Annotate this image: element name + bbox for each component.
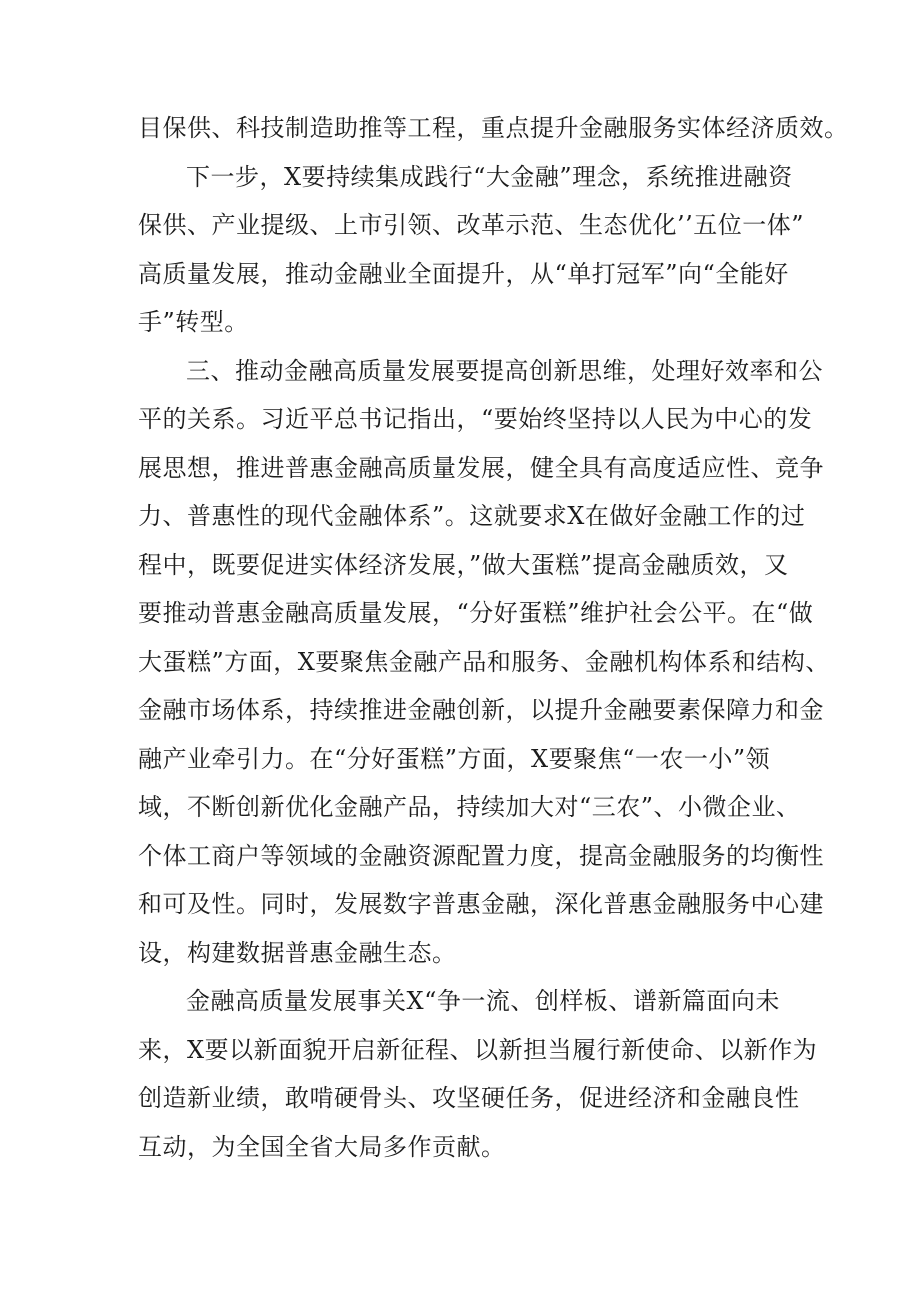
text-line: 保供、产业提级、上市引领、改革示范、生态优化’’五位一体” bbox=[138, 211, 805, 239]
text-line: 创造新业绩，敢啃硬骨头、攻坚硬任务，促进经济和金融良性 bbox=[138, 1084, 800, 1112]
text-line: 大蛋糕”方面，X要聚焦金融产品和服务、金融机构体系和结构、 bbox=[138, 647, 830, 676]
text-line: 目保供、科技制造助推等工程，重点提升金融服务实体经济质效。 bbox=[138, 114, 849, 142]
text-line: 融产业牵引力。在“分好蛋糕”方面，X要聚焦“一农一小”领 bbox=[138, 744, 771, 773]
text-line: 下一步，X要持续集成践行“大金融”理念，系统推进融资 bbox=[186, 162, 793, 191]
paragraph-conclusion bbox=[138, 977, 818, 1171]
section-heading-line: 三、推动金融高质量发展要提高创新思维，处理好效率和公 bbox=[186, 356, 823, 385]
text-line: 设，构建数据普惠金融生态。 bbox=[138, 938, 457, 967]
text-line: 程中，既要促进实体经济发展，”做大蛋糕”提高金融质效，又 bbox=[138, 550, 789, 579]
text-line: 要推动普惠金融高质量发展，“分好蛋糕”维护社会公平。在“做 bbox=[138, 599, 814, 627]
paragraph-next-step bbox=[138, 153, 805, 347]
document-body bbox=[138, 104, 849, 1171]
text-line: 互动，为全国全省大局多作贡献。 bbox=[138, 1132, 506, 1161]
text-line: 力、普惠性的现代金融体系”。这就要求X在做好金融工作的过 bbox=[138, 502, 806, 530]
text-line: 来，X要以新面貌开启新征程、以新担当履行新使命、以新作为 bbox=[138, 1035, 818, 1064]
paragraph-continuation bbox=[138, 104, 849, 153]
text-line: 手”转型。 bbox=[138, 308, 249, 336]
text-line: 高质量发展，推动金融业全面提升，从“单打冠军”向“全能好 bbox=[138, 259, 789, 288]
paragraph-section-three bbox=[138, 347, 830, 978]
text-line: 和可及性。同时，发展数字普惠金融，深化普惠金融服务中心建 bbox=[138, 890, 824, 918]
text-line: 个体工商户等领域的金融资源配置力度，提高金融服务的均衡性 bbox=[138, 841, 824, 870]
text-line: 域，不断创新优化金融产品，持续加大对“三农”、小微企业、 bbox=[138, 793, 801, 821]
text-line: 平的关系。习近平总书记指出，“要始终坚持以人民为中心的发 bbox=[138, 405, 813, 433]
text-line: 展思想，推进普惠金融高质量发展，健全具有高度适应性、竞争 bbox=[138, 453, 824, 482]
text-line: 金融高质量发展事关X“争一流、创样板、谱新篇面向未 bbox=[186, 987, 780, 1015]
text-line: 金融市场体系，持续推进金融创新，以提升金融要素保障力和金 bbox=[138, 696, 824, 724]
